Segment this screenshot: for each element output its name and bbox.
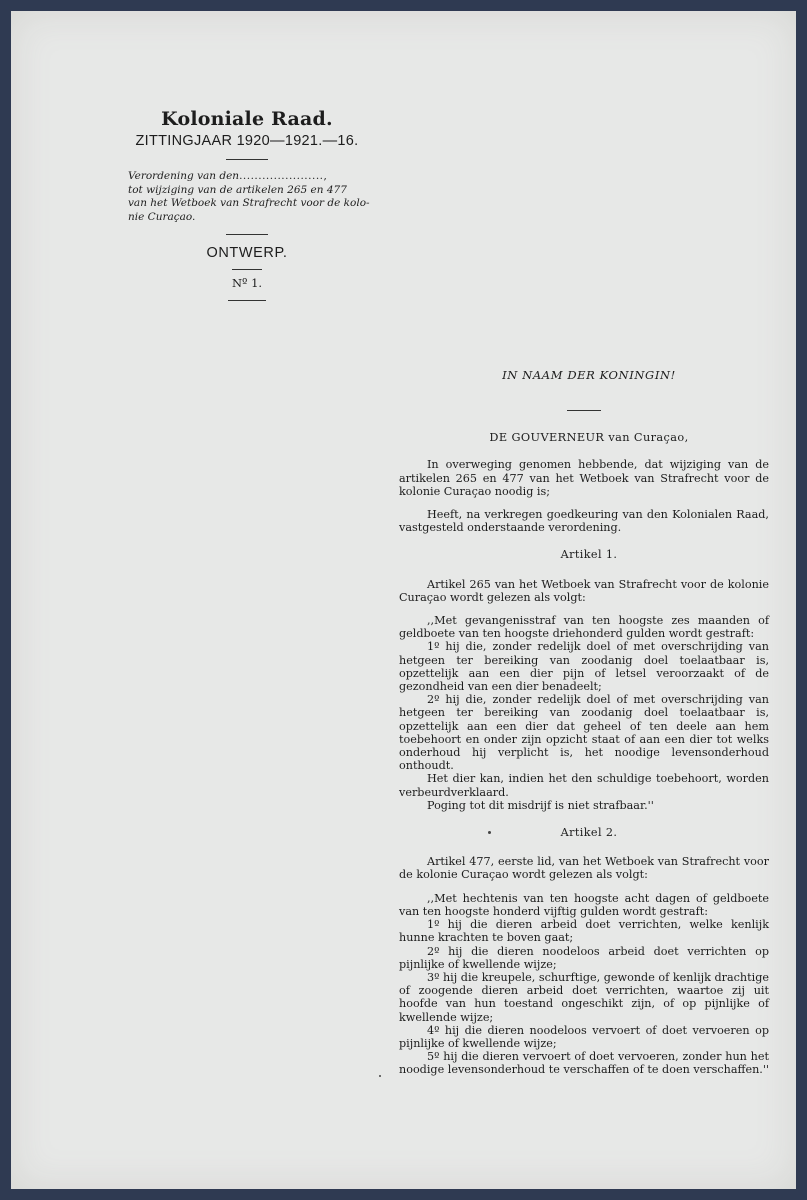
- article-2-title: Artikel 2.: [560, 826, 618, 840]
- article-1-line: Het dier kan, indien het den schuldige toebehoort, worden verbeurdverklaard.: [399, 772, 769, 799]
- document-number: Nº 1.: [231, 276, 263, 290]
- paper-speck: [488, 831, 491, 834]
- description-line: van het Wetboek van Strafrecht voor de kolo-: [128, 197, 370, 209]
- document-page: [11, 11, 796, 1189]
- header-rule: [232, 269, 262, 270]
- governor-line: DE GOUVERNEUR van Curaçao,: [489, 431, 689, 445]
- article-1-title: Artikel 1.: [560, 548, 618, 562]
- document-header: [116, 107, 378, 301]
- article-1-line: Poging tot dit misdrijf is niet strafbaar.'': [427, 798, 654, 812]
- description-dots: ......................,: [239, 170, 328, 182]
- header-rule: [228, 300, 266, 301]
- article-2-text: [399, 892, 769, 1077]
- article-1-intro: Artikel 265 van het Wetboek van Strafrecht voor de kolonie Curaçao wordt gelezen als volgt:: [399, 577, 769, 604]
- paper-speck: [379, 1075, 381, 1077]
- ordinance-description: [116, 170, 378, 224]
- article-2-intro: Artikel 477, eerste lid, van het Wetboek van Strafrecht voor de kolonie Curaçao wordt gelezen als volgt:: [399, 855, 769, 882]
- article-2-line: 1º hij die dieren arbeid doet verrichten, welke kenlijk hunne krachten te boven gaat;: [399, 918, 769, 945]
- session-line: ZITTINGJAAR 1920—1921.—16.: [135, 133, 359, 149]
- body-rule: [567, 410, 601, 411]
- description-line: tot wijziging van de artikelen 265 en 477: [128, 183, 347, 196]
- considering-paragraph: In overweging genomen hebbende, dat wijziging van de artikelen 265 en 477 van het Wetboek van Strafrecht voor de kolonie Curaçao noodig is;: [399, 458, 769, 498]
- article-2-line: ,,Met hechtenis van ten hoogste acht dagen of geldboete van ten hoogste honderd vijftig gulden wordt gestraft:: [399, 891, 769, 918]
- article-1-line: ,,Met gevangenisstraf van ten hoogste zes maanden of geldboete van ten hoogste driehonderd gulden wordt gestraft:: [399, 614, 769, 641]
- article-1-line: 1º hij die, zonder redelijk doel of met overschrijding van hetgeen ter bereiking van zoodanig doel toelaatbaar is, opzettelijk aan een dier pijn of letsel veroorzaakt of de gezondheid van een dier benadeelt;: [399, 640, 769, 694]
- article-2-line: 3º hij die kreupele, schurftige, gewonde of kenlijk drachtige of zoogende dieren arbeid doet verrichten, waartoe zij uit hoofde van hun toestand ongeschikt zijn, of op pijnlijke of kwellende wijze;: [399, 970, 769, 1024]
- article-1-line: 2º hij die, zonder redelijk doel of met overschrijding van hetgeen ter bereiking van zoodanig doel toelaatbaar is, opzettelijk aan een dier dat geheel of ten deele aan hem toebehoort en onder zijn opzicht staat of aan een dier tot welks onderhoud hij verplicht is, het noodige levensonderhoud onthoudt.: [399, 693, 769, 773]
- institution-title: Koloniale Raad.: [161, 108, 333, 130]
- document-type: ONTWERP.: [206, 245, 288, 261]
- header-rule: [226, 159, 268, 160]
- description-line: nie Curaçao.: [128, 210, 196, 223]
- prologue: IN NAAM DER KONINGIN!: [502, 368, 676, 382]
- article-2-line: 2º hij die dieren noodeloos arbeid doet verrichten op pijnlijke of kwellende wijze;: [399, 944, 769, 971]
- article-2-line: 5º hij die dieren vervoert of doet vervoeren, zonder hun het noodige levensonderhoud te verschaffen of te doen verschaffen.'': [399, 1050, 769, 1077]
- enacted-paragraph: Heeft, na verkregen goedkeuring van den Kolonialen Raad, vastgesteld onderstaande verordening.: [399, 508, 769, 535]
- document-body: [399, 369, 769, 1087]
- description-line: Verordening van den: [128, 170, 240, 182]
- header-rule: [226, 234, 268, 235]
- article-2-line: 4º hij die dieren noodeloos vervoert of doet vervoeren op pijnlijke of kwellende wijze;: [399, 1023, 769, 1050]
- article-1-text: [399, 614, 769, 812]
